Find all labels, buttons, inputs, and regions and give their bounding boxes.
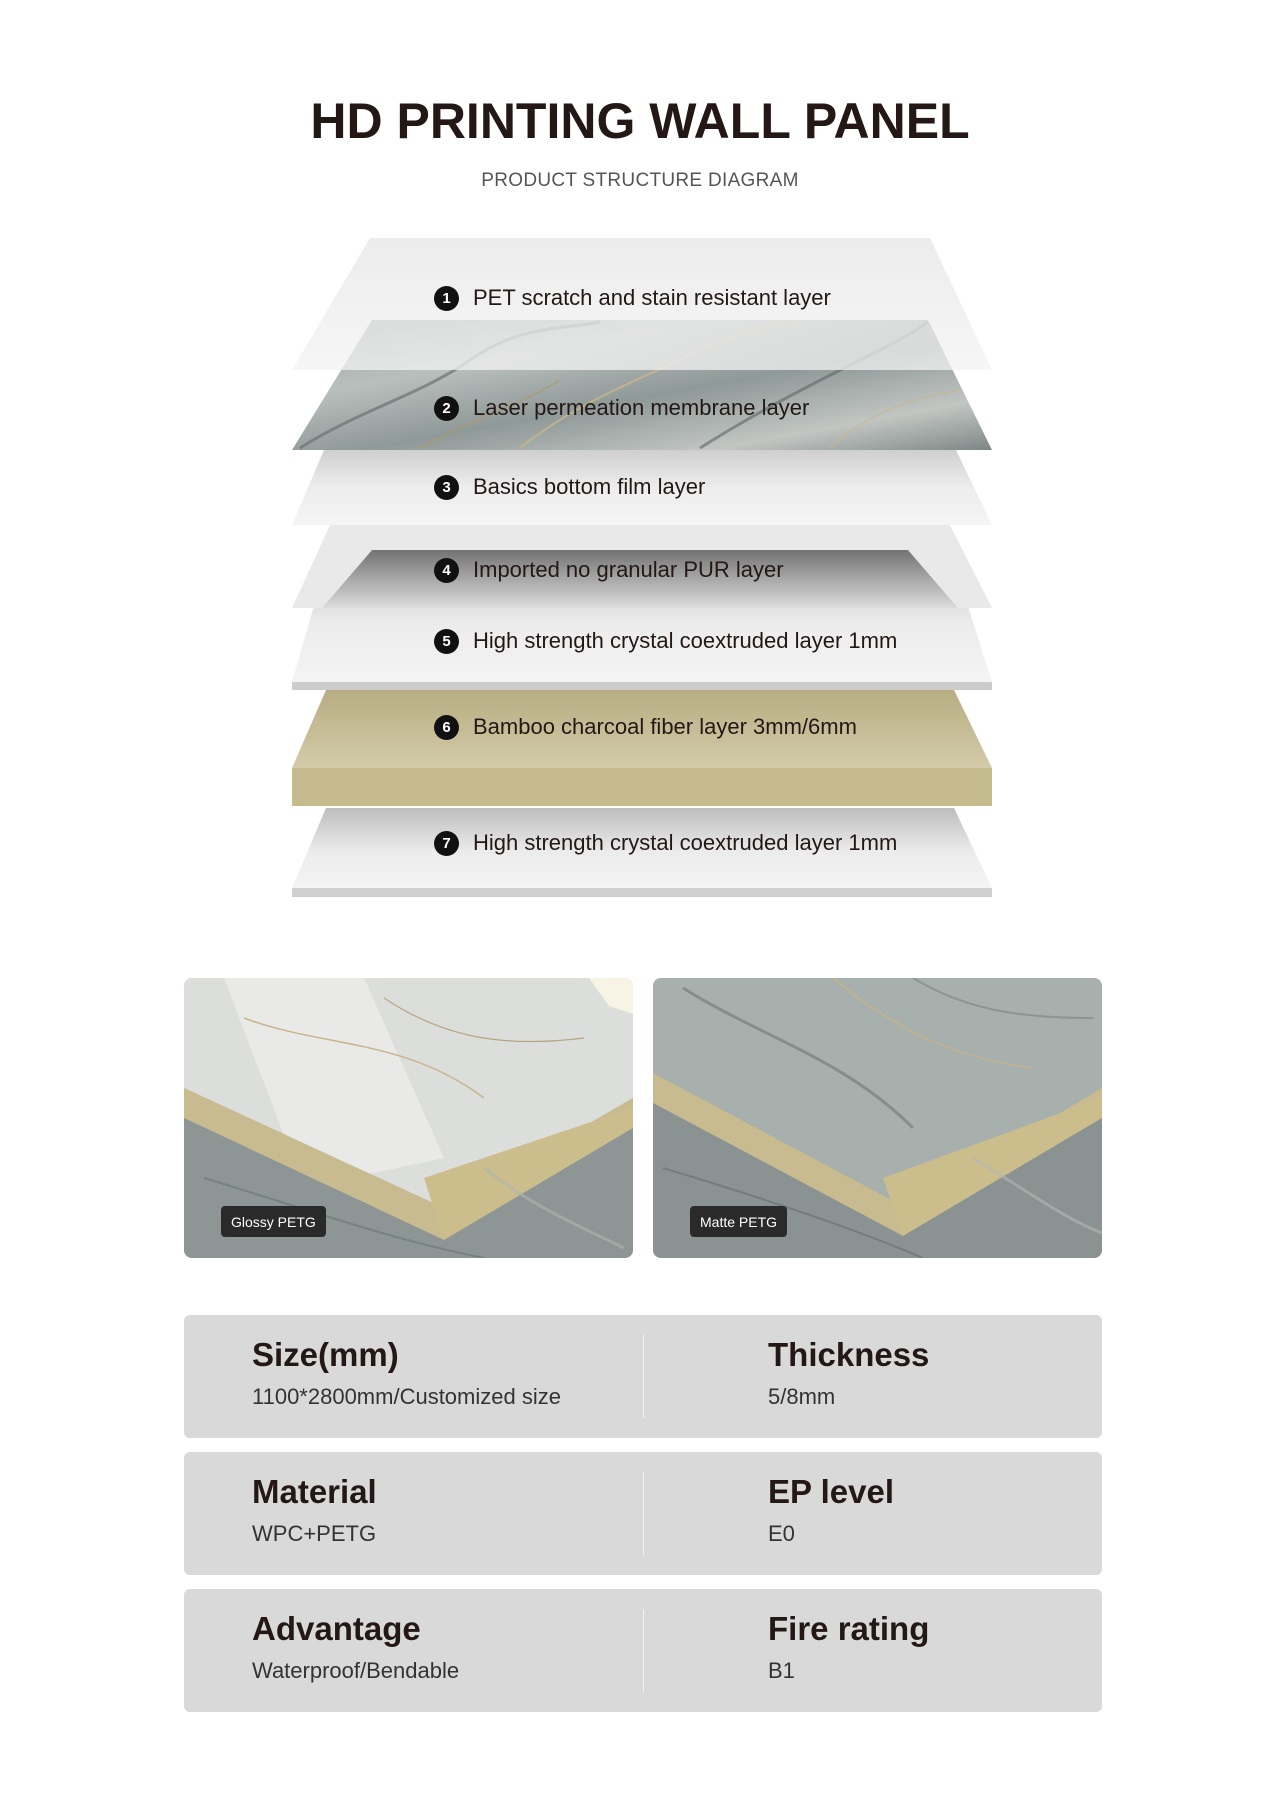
layer-2-label	[434, 393, 809, 423]
spec-size	[252, 1335, 561, 1411]
spec-value: B1	[768, 1658, 795, 1683]
layer-number-badge: 2	[434, 396, 459, 421]
spec-label: Material	[252, 1473, 377, 1510]
layer-number-badge: 4	[434, 558, 459, 583]
spec-label: Fire rating	[768, 1610, 930, 1647]
layer-number-badge: 3	[434, 475, 459, 500]
spec-row-material-ep	[184, 1452, 1102, 1575]
layer-number-badge: 6	[434, 715, 459, 740]
layer-1-label	[434, 283, 831, 313]
layer-5-label	[434, 626, 897, 656]
spec-label: Size(mm)	[252, 1336, 399, 1373]
layer-6-label	[434, 712, 857, 742]
layer-number-badge: 7	[434, 831, 459, 856]
spec-value: Waterproof/Bendable	[252, 1658, 460, 1683]
layer-4-label	[434, 555, 784, 585]
spec-material	[252, 1472, 377, 1548]
matte-petg-badge: Matte PETG	[690, 1206, 787, 1237]
spec-row-advantage-fire	[184, 1589, 1102, 1712]
spec-advantage	[252, 1609, 459, 1685]
layer-3-label	[434, 472, 705, 502]
matte-petg-photo	[653, 978, 1102, 1258]
layer-name: Laser permeation membrane layer	[473, 395, 810, 420]
spec-thickness	[768, 1335, 929, 1411]
page-subtitle: PRODUCT STRUCTURE DIAGRAM	[481, 170, 799, 191]
spec-value: 1100*2800mm/Customized size	[252, 1384, 561, 1409]
spec-divider	[643, 1472, 644, 1555]
layer-name: Imported no granular PUR layer	[473, 557, 784, 582]
spec-divider	[643, 1335, 644, 1418]
layer-number-badge: 5	[434, 629, 459, 654]
spec-fire-rating	[768, 1609, 929, 1685]
layer-name: High strength crystal coextruded layer 1mm	[473, 830, 898, 855]
layer-number-badge: 1	[434, 286, 459, 311]
spec-label: EP level	[768, 1473, 894, 1510]
layer-7-label	[434, 828, 897, 858]
spec-divider	[643, 1609, 644, 1692]
page-title: HD PRINTING WALL PANEL	[310, 93, 970, 149]
layer-name: Basics bottom film layer	[473, 474, 706, 499]
spec-value: 5/8mm	[768, 1384, 836, 1409]
spec-value: WPC+PETG	[252, 1521, 377, 1546]
spec-label: Advantage	[252, 1610, 421, 1647]
layer-name: Bamboo charcoal fiber layer 3mm/6mm	[473, 714, 857, 739]
spec-row-size-thickness	[184, 1315, 1102, 1438]
spec-label: Thickness	[768, 1336, 930, 1373]
layer-name: PET scratch and stain resistant layer	[473, 285, 831, 310]
glossy-petg-photo	[184, 978, 633, 1258]
spec-value: E0	[768, 1521, 795, 1546]
glossy-petg-badge: Glossy PETG	[221, 1206, 326, 1237]
spec-ep-level	[768, 1472, 894, 1548]
layer-name: High strength crystal coextruded layer 1mm	[473, 628, 898, 653]
